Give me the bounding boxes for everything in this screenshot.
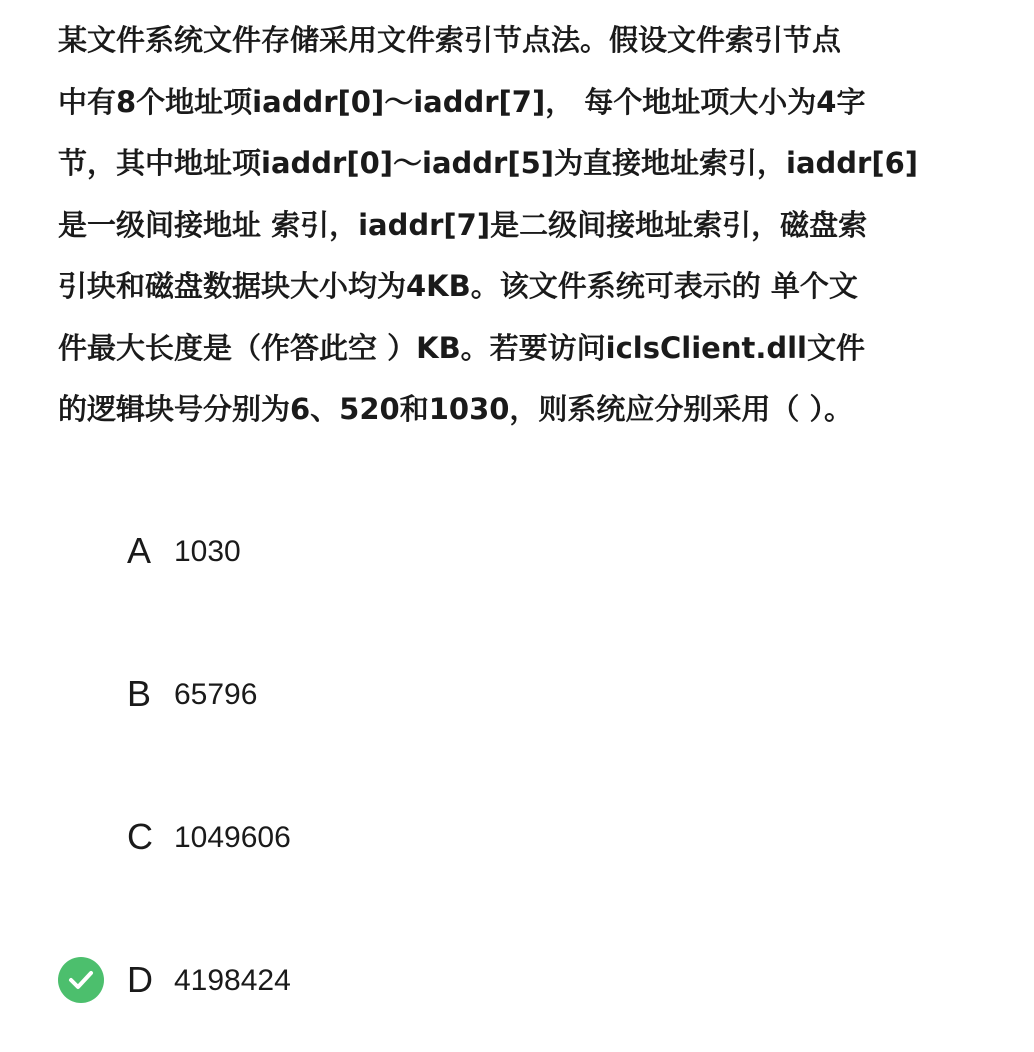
option-letter: D	[127, 959, 153, 1000]
option-d[interactable]	[0, 939, 1034, 1019]
question-line-2: 中有8个地址项iaddr[0]～iaddr[7]， 每个地址项大小为4字	[58, 84, 866, 119]
question-line-4: 是一级间接地址 索引，iaddr[7]是二级间接地址索引，磁盘索	[58, 207, 868, 242]
check-circle-icon	[58, 957, 104, 1003]
option-text: 65796	[174, 678, 258, 711]
question-line-3: 节，其中地址项iaddr[0]～iaddr[5]为直接地址索引，iaddr[6]	[58, 146, 919, 180]
option-text: 4198424	[174, 964, 291, 997]
option-c[interactable]	[0, 796, 1034, 876]
option-text: 1049606	[174, 821, 291, 854]
option-text: 1030	[174, 535, 241, 568]
checkmark-icon	[68, 970, 94, 990]
question-line-6: 件最大长度是（作答此空 ）KB。若要访问iclsClient.dll文件	[58, 330, 866, 365]
option-b[interactable]	[0, 653, 1034, 733]
option-letter: B	[127, 673, 152, 714]
question-line-7: 的逻辑块号分别为6、520和1030，则系统应分别采用（ ）。	[58, 392, 854, 426]
option-letter: A	[127, 530, 152, 571]
option-a[interactable]	[0, 510, 1034, 590]
question-line-5: 引块和磁盘数据块大小均为4KB。该文件系统可表示的 单个文	[58, 269, 858, 303]
question-stem	[58, 10, 958, 441]
question-line-1: 某文件系统文件存储采用文件索引节点法。假设文件索引节点	[58, 23, 842, 57]
option-letter: C	[127, 816, 153, 857]
